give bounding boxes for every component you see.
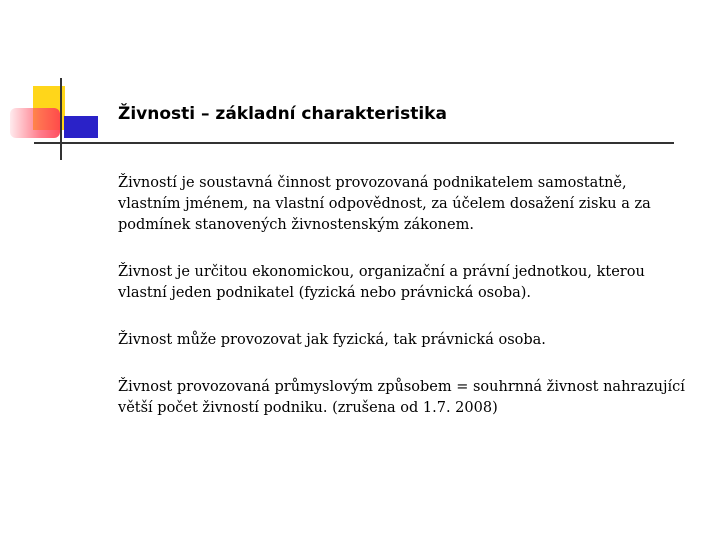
slide-title: Živnosti – základní charakteristika <box>118 104 447 124</box>
title-underline <box>34 142 674 144</box>
decorative-vertical-line <box>60 78 62 160</box>
decorative-blue-square <box>64 116 98 138</box>
paragraph-industrial: Živnost provozovaná průmyslovým způsobem = souhrnná živnost nahrazující větší počet živností podniku. (zrušena od 1.7. 2008) <box>118 379 685 416</box>
paragraph-who-may-operate: Živnost může provozovat jak fyzická, tak právnická osoba. <box>118 332 546 348</box>
paragraph-unit: Živnost je určitou ekonomickou, organizační a právní jednotkou, kterou vlastní jeden podnikatel (fyzická nebo právnická osoba). <box>118 264 645 301</box>
decorative-pink-square <box>10 108 60 138</box>
slide-body <box>118 173 688 445</box>
paragraph-definition: Živností je soustavná činnost provozovaná podnikatelem samostatně, vlastním jménem, na vlastní odpovědnost, za účelem dosažení zisku a za podmínek stanovených živnostenským zákonem. <box>118 175 651 233</box>
